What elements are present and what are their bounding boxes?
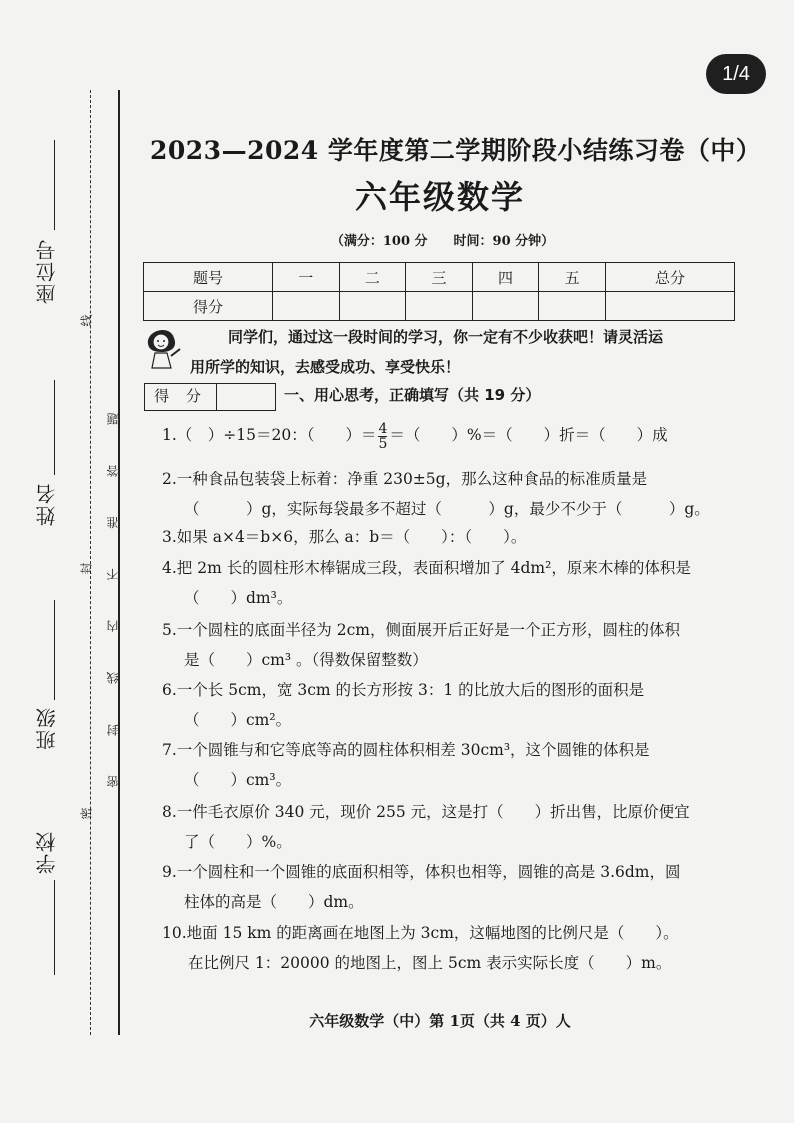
student-mascot-icon <box>140 322 184 370</box>
question-9-line-1: 9.一个圆柱和一个圆锥的底面积相等，体积也相等，圆锥的高是 3.6dm，圆 <box>162 863 681 881</box>
section-score-box <box>144 383 276 411</box>
page-footer: 六年级数学（中）第 1页（共 4 页）人 <box>309 1012 571 1030</box>
question-2-line-2: （ ）g，实际每袋最多不超过（ ）g，最少不少于（ ）g。 <box>184 500 710 518</box>
score-table-score-row <box>144 292 735 321</box>
question-8-line-1: 8.一件毛衣原价 340 元，现价 255 元，这是打（ ）折出售，比原价便宜 <box>162 803 690 821</box>
fraction-denominator: 5 <box>378 435 388 452</box>
question-7-line-1: 7.一个圆锥与和它等底等高的圆柱体积相差 30cm³，这个圆锥的体积是 <box>162 741 650 759</box>
intro-message <box>190 322 750 382</box>
score-header-cell: 总分 <box>605 263 734 292</box>
question-8 <box>162 797 742 857</box>
score-header-cell: 三 <box>406 263 473 292</box>
question-2-line-1: 2.一种食品包装袋上标着：净重 230±5g，那么这种食品的标准质量是 <box>162 470 648 488</box>
class-label: 班级 <box>35 706 59 750</box>
question-2 <box>162 464 742 524</box>
question-9-line-2: 柱体的高是（ ）dm。 <box>184 893 364 911</box>
page-indicator-badge: 1/4 <box>706 54 766 94</box>
score-cell[interactable] <box>472 292 539 321</box>
score-header-cell: 二 <box>339 263 406 292</box>
question-1-prefix: 1.（ ）÷15＝20：（ ）＝ <box>162 426 377 444</box>
intro-line-2: 用所学的知识，去感受成功、享受快乐！ <box>190 358 461 376</box>
question-3-text: 3.如果 a×4＝b×6，那么 a：b＝（ ）：（ ）。 <box>162 528 527 546</box>
score-cell[interactable] <box>272 292 339 321</box>
seat-number-label: 座位号 <box>35 238 59 304</box>
seal-mark-secret: 密 <box>79 807 94 820</box>
exam-meta: （满分：100 分 时间：90 分钟） <box>330 234 555 249</box>
intro-line-1: 同学们，通过这一段时间的学习，你一定有不少收获吧！请灵活运 <box>228 328 664 346</box>
question-4-line-1: 4.把 2m 长的圆柱形木棒锯成三段，表面积增加了 4dm²，原来木棒的体积是 <box>162 559 691 577</box>
score-header-cell: 四 <box>472 263 539 292</box>
question-5-line-2: 是（ ）cm³ 。（得数保留整数） <box>184 651 428 669</box>
score-header-cell: 题号 <box>144 263 273 292</box>
score-table <box>143 262 735 321</box>
question-5-line-1: 5.一个圆柱的底面半径为 2cm，侧面展开后正好是一个正方形，圆柱的体积 <box>162 621 680 639</box>
question-7 <box>162 735 742 795</box>
question-4 <box>162 553 742 613</box>
question-9 <box>162 857 742 917</box>
question-6 <box>162 675 742 735</box>
question-5 <box>162 615 742 675</box>
fraction-numerator: 4 <box>378 420 388 437</box>
score-cell[interactable] <box>406 292 473 321</box>
question-1-suffix: ＝（ ）%＝（ ）折＝（ ）成 <box>389 426 668 444</box>
exam-subject: 六年级数学 <box>354 178 525 216</box>
question-10-line-2: 在比例尺 1：20000 的地图上，图上 5cm 表示实际长度（ ）m。 <box>188 954 672 972</box>
question-1 <box>162 420 742 451</box>
question-8-line-2: 了（ ）%。 <box>184 833 292 851</box>
score-header-cell: 五 <box>539 263 606 292</box>
score-cell[interactable] <box>339 292 406 321</box>
question-3 <box>162 522 742 552</box>
seal-mark-seal: 封 <box>79 562 94 575</box>
question-6-line-1: 6.一个长 5cm，宽 3cm 的长方形按 3：1 的比放大后的图形的面积是 <box>162 681 645 699</box>
question-10-line-1: 10.地面 15 km 的距离画在地图上为 3cm，这幅地图的比例尺是（ ）。 <box>162 924 679 942</box>
section-1-heading: 一、用心思考，正确填写（共 19 分） <box>284 386 541 404</box>
section-score-field[interactable] <box>217 384 275 410</box>
exam-title: 2023—2024 学年度第二学期阶段小结练习卷（中） <box>150 136 762 165</box>
fraction-four-fifths <box>378 422 387 451</box>
score-cell[interactable] <box>605 292 734 321</box>
score-row-label: 得分 <box>144 292 273 321</box>
section-score-label: 得 分 <box>145 384 217 410</box>
seal-mark-line: 线 <box>79 314 94 327</box>
name-blank <box>54 380 55 475</box>
seat-number-blank <box>54 140 55 230</box>
question-10 <box>162 918 742 978</box>
score-table-header-row <box>144 263 735 292</box>
question-4-line-2: （ ）dm³。 <box>184 589 293 607</box>
class-blank <box>54 600 55 700</box>
school-label: 学校 <box>35 830 59 874</box>
question-6-line-2: （ ）cm²。 <box>184 711 292 729</box>
score-header-cell: 一 <box>272 263 339 292</box>
question-7-line-2: （ ）cm³。 <box>184 771 292 789</box>
score-cell[interactable] <box>539 292 606 321</box>
name-label: 姓名 <box>35 482 59 526</box>
school-blank <box>54 880 55 975</box>
seal-instruction-text: 密 封 线 内 不 准 答 题 <box>106 395 120 788</box>
